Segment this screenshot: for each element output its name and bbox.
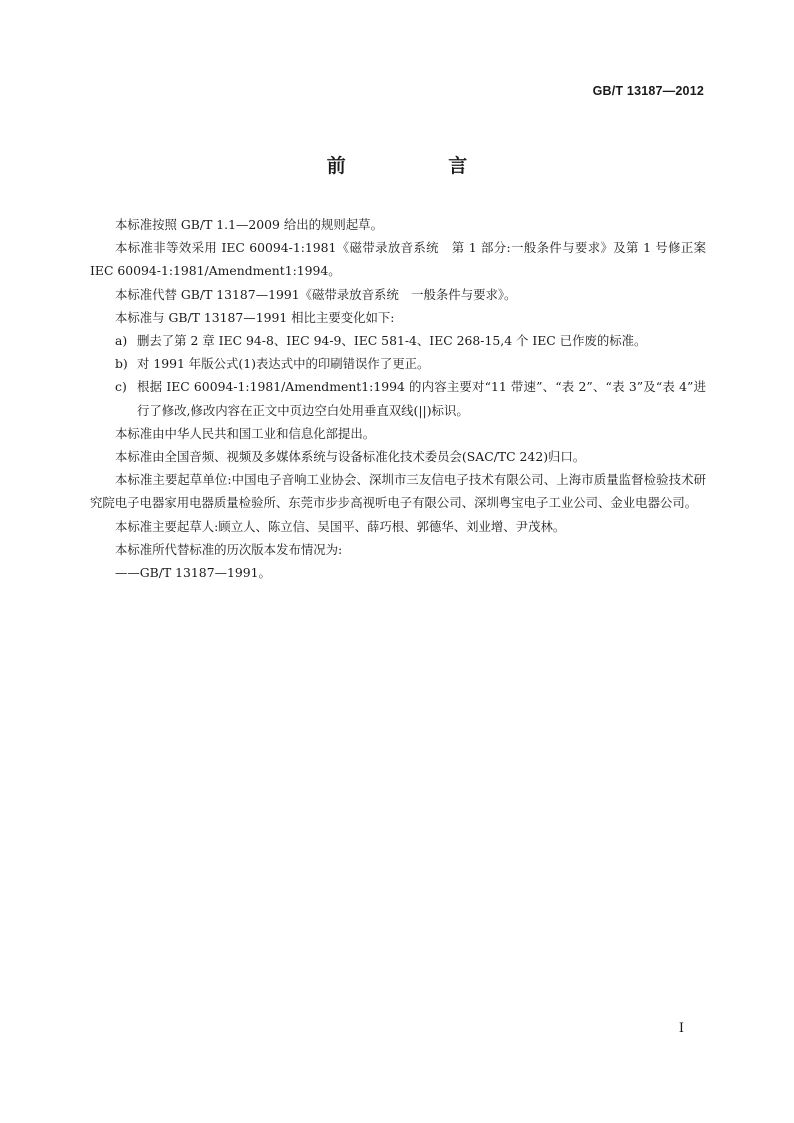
paragraph-history-item: ——GB/T 13187—1991。 xyxy=(115,565,271,581)
paragraph-proposer: 本标准由中华人民共和国工业和信息化部提出。 xyxy=(115,425,376,441)
paragraph-adoption: 本标准非等效采用 IEC 60094-1:1981《磁带录放音系统 第 1 部分:一般条件与要求》及第 1 号修正案 IEC 60094-1:1981/Amendment1:1994。 xyxy=(90,240,706,279)
paragraph-history-intro: 本标准所代替标准的历次版本发布情况为: xyxy=(115,541,343,557)
paragraph-changes-intro: 本标准与 GB/T 13187—1991 相比主要变化如下: xyxy=(115,309,395,325)
paragraph-replacement: 本标准代替 GB/T 13187—1991《磁带录放音系统 一般条件与要求》。 xyxy=(115,286,517,302)
paragraph-committee: 本标准由全国音频、视频及多媒体系统与设备标准化技术委员会(SAC/TC 242)归口。 xyxy=(115,449,586,465)
standard-code: GB/T 13187—2012 xyxy=(592,84,704,98)
list-item xyxy=(90,329,706,352)
paragraph-drafters: 本标准主要起草人:顾立人、陈立信、吴国平、薛巧根、郭德华、刘业增、尹茂林。 xyxy=(115,518,566,534)
list-item xyxy=(90,375,706,421)
list-item xyxy=(90,352,706,375)
list-item-text: 对 1991 年版公式(1)表达式中的印刷错误作了更正。 xyxy=(137,356,430,372)
paragraph-drafting-rule: 本标准按照 GB/T 1.1—2009 给出的规则起草。 xyxy=(115,217,383,232)
page-title: 前 言 xyxy=(326,155,516,177)
list-item-marker: a) xyxy=(115,333,128,349)
list-item-text: 删去了第 2 章 IEC 94-8、IEC 94-9、IEC 581-4、IEC 268-15,4 个 IEC 已作废的标准。 xyxy=(137,333,647,349)
page-number: I xyxy=(678,1021,684,1036)
list-item-marker: c) xyxy=(115,379,127,395)
foreword-body xyxy=(90,213,706,584)
list-item-marker: b) xyxy=(115,356,128,372)
list-item-text: 根据 IEC 60094-1:1981/Amendment1:1994 的内容主要对“11 带速”、“表 2”、“表 3”及“表 4”进行了修改,修改内容在正文中页边空白处用垂直双线(||)标识。 xyxy=(137,379,706,418)
paragraph-drafting-units: 本标准主要起草单位:中国电子音响工业协会、深圳市三友信电子技术有限公司、上海市质量监督检验技术研究院电子电器家用电器质量检验所、东莞市步步高视听电子有限公司、深圳粤宝电子工业公司、金业电器公司。 xyxy=(90,472,706,511)
